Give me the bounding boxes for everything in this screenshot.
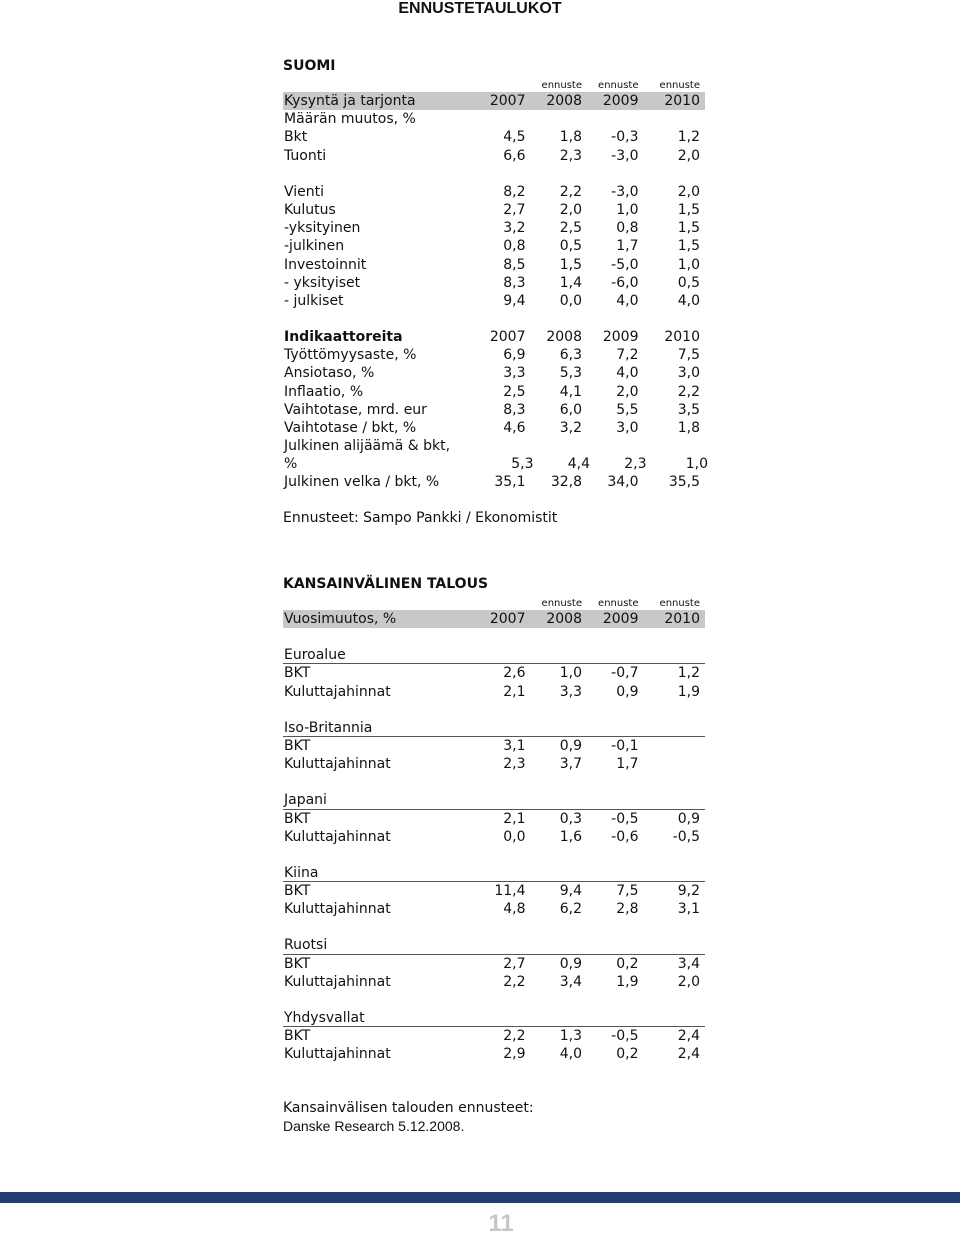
cell-value: 2,3 <box>559 147 582 164</box>
table-header-row <box>283 92 705 110</box>
year-header: 2007 <box>489 329 526 346</box>
indicators-heading: Indikaattoreita <box>284 329 403 346</box>
cell-value: 6,0 <box>559 401 582 418</box>
subheading-row <box>283 110 705 128</box>
cell-value: 2,3 <box>624 456 647 473</box>
row-label: Kuluttajahinnat <box>284 973 391 990</box>
cell-value: 1,0 <box>616 201 639 218</box>
cell-value <box>639 755 706 773</box>
region-name: Japani <box>284 792 327 809</box>
table-row <box>283 346 705 364</box>
cell-value: 3,5 <box>677 401 700 418</box>
row-label: Julkinen velka / bkt, % <box>284 474 440 491</box>
header-label: Kysyntä ja tarjonta <box>284 93 416 109</box>
table-row <box>283 1027 705 1045</box>
cell-value: 2,0 <box>677 183 700 200</box>
cell-value: 2,0 <box>559 201 582 218</box>
cell-value: 1,7 <box>616 238 639 255</box>
table-row <box>283 737 705 755</box>
table-row <box>283 473 705 491</box>
year-header: 2010 <box>664 329 700 346</box>
page-number: 11 <box>488 1210 514 1237</box>
cell-value: 0,8 <box>503 238 526 255</box>
cell-value: 3,1 <box>503 737 526 754</box>
cell-value: 1,4 <box>559 274 582 291</box>
cell-value: 1,7 <box>616 756 639 773</box>
table-row <box>283 183 705 201</box>
table-row <box>283 755 705 773</box>
year-header: 2009 <box>602 329 639 346</box>
table-row <box>283 900 705 918</box>
row-label: BKT <box>284 1028 311 1045</box>
table-row <box>283 256 705 274</box>
year-header: 2010 <box>664 93 700 109</box>
cell-value: -3,0 <box>611 147 639 164</box>
cell-value: 1,0 <box>685 456 708 473</box>
cell-value: 3,2 <box>503 220 526 237</box>
cell-value: 2,2 <box>503 973 526 990</box>
year-header: 2010 <box>664 611 700 627</box>
cell-value: 3,0 <box>677 365 700 382</box>
cell-value: 4,8 <box>503 901 526 918</box>
table-row <box>283 810 705 828</box>
cell-value: 3,7 <box>559 756 582 773</box>
cell-value: -0,6 <box>611 828 639 845</box>
cell-value: 9,4 <box>503 292 526 309</box>
cell-value: 1,2 <box>677 129 700 146</box>
table-row <box>283 274 705 292</box>
cell-value: 2,3 <box>503 756 526 773</box>
international-forecast-table <box>283 575 705 1135</box>
cell-value: -0,5 <box>672 828 700 845</box>
cell-value: -0,7 <box>611 665 639 682</box>
table-row <box>283 437 708 473</box>
cell-value: 3,3 <box>559 683 582 700</box>
region-heading-row <box>283 719 705 737</box>
cell-value: 1,5 <box>677 238 700 255</box>
cell-value: 0,0 <box>559 292 582 309</box>
cell-value: 0,9 <box>616 683 639 700</box>
table-row <box>283 683 705 701</box>
region-name: Ruotsi <box>284 937 328 954</box>
cell-value: 4,0 <box>616 292 639 309</box>
cell-value: 0,2 <box>616 955 639 972</box>
cell-value: 2,6 <box>503 665 526 682</box>
cell-value: 32,8 <box>550 474 582 491</box>
cell-value: 1,8 <box>559 129 582 146</box>
cell-value: 0,9 <box>559 737 582 754</box>
page-title: ENNUSTETAULUKOT <box>398 0 562 17</box>
region-heading-row <box>283 936 705 954</box>
cell-value: 1,0 <box>559 665 582 682</box>
table-row <box>283 401 705 419</box>
header-label: Vuosimuutos, % <box>284 611 397 627</box>
year-header: 2008 <box>546 93 582 109</box>
cell-value: 7,5 <box>677 347 700 364</box>
cell-value: 4,0 <box>559 1046 582 1063</box>
cell-value: 8,5 <box>503 256 526 273</box>
row-label: BKT <box>284 810 311 827</box>
forecast-labels-row <box>283 79 705 92</box>
cell-value: 4,6 <box>503 420 526 436</box>
cell-value: 0,9 <box>677 810 700 827</box>
row-label: Investoinnit <box>284 256 367 273</box>
table-row <box>283 955 705 973</box>
row-label: Kulutus <box>284 201 336 218</box>
year-header: 2008 <box>546 329 582 346</box>
row-label: Bkt <box>284 129 308 146</box>
section-heading: KANSAINVÄLINEN TALOUS <box>283 576 489 592</box>
cell-value: 35,1 <box>494 474 526 491</box>
row-label: Vaihtotase / bkt, % <box>284 420 417 436</box>
year-header: 2007 <box>489 93 526 109</box>
table-row <box>283 664 705 682</box>
cell-value: 2,8 <box>616 901 639 918</box>
year-header: 2008 <box>546 611 582 627</box>
cell-value: 0,5 <box>559 238 582 255</box>
cell-value: 1,8 <box>677 420 700 436</box>
cell-value: 1,0 <box>677 256 700 273</box>
year-header: 2007 <box>489 611 526 627</box>
cell-value: -5,0 <box>611 256 639 273</box>
cell-value: -0,3 <box>611 129 639 146</box>
forecast-label: ennuste <box>541 598 582 609</box>
cell-value: 7,5 <box>616 883 639 900</box>
cell-value: 9,4 <box>559 883 582 900</box>
cell-value: 1,5 <box>677 201 700 218</box>
row-label: Kuluttajahinnat <box>284 683 391 700</box>
row-label: BKT <box>284 665 311 682</box>
cell-value: 5,3 <box>511 456 534 473</box>
cell-value: 0,0 <box>503 828 526 845</box>
cell-value: 0,8 <box>616 220 639 237</box>
cell-value: 0,2 <box>616 1046 639 1063</box>
cell-value: 8,2 <box>503 183 526 200</box>
cell-value: 2,5 <box>559 220 582 237</box>
cell-value: 2,2 <box>677 383 700 400</box>
forecast-label: ennuste <box>659 80 700 91</box>
rows-b <box>283 183 705 310</box>
cell-value: -0,5 <box>611 810 639 827</box>
cell-value: 1,5 <box>677 220 700 237</box>
finland-forecast-table <box>283 57 708 527</box>
forecast-label: ennuste <box>659 598 700 609</box>
cell-value: 1,9 <box>616 973 639 990</box>
row-label: Vaihtotase, mrd. eur <box>284 401 427 418</box>
cell-value: 2,2 <box>559 183 582 200</box>
cell-value: -0,1 <box>611 737 639 754</box>
cell-value: 2,0 <box>616 383 639 400</box>
cell-value: 4,0 <box>616 365 639 382</box>
year-header: 2009 <box>602 93 639 109</box>
cell-value: 6,2 <box>559 901 582 918</box>
source-note: Kansainvälisen talouden ennusteet: <box>283 1099 534 1116</box>
row-label: Ansiotaso, % <box>284 365 375 382</box>
table-row <box>283 828 705 846</box>
row-label: BKT <box>284 737 311 754</box>
cell-value: -3,0 <box>611 183 639 200</box>
cell-value: 4,4 <box>567 456 590 473</box>
cell-value: 4,5 <box>503 129 526 146</box>
row-label: Kuluttajahinnat <box>284 756 391 773</box>
forecast-label: ennuste <box>598 80 639 91</box>
cell-value: 2,7 <box>503 955 526 972</box>
cell-value: 11,4 <box>494 883 526 900</box>
row-label: Työttömyysaste, % <box>284 347 417 364</box>
row-label: Inflaatio, % <box>284 383 364 400</box>
cell-value: 6,3 <box>559 347 582 364</box>
forecast-label: ennuste <box>541 80 582 91</box>
rows-a <box>283 128 705 164</box>
cell-value: 2,4 <box>677 1028 700 1045</box>
indicators-header-row <box>283 328 705 346</box>
region-heading-row <box>283 791 705 809</box>
row-label: -julkinen <box>284 238 345 255</box>
table-row <box>283 364 705 382</box>
region-name: Euroalue <box>284 647 346 664</box>
row-label: BKT <box>284 883 311 900</box>
cell-value: 6,6 <box>503 147 526 164</box>
row-label: - yksityiset <box>284 274 361 291</box>
cell-value: 2,7 <box>503 201 526 218</box>
footer-bar <box>0 1192 960 1203</box>
cell-value: 2,5 <box>503 383 526 400</box>
row-label: Julkinen alijäämä & bkt, % <box>284 438 451 473</box>
cell-value: 5,5 <box>616 401 639 418</box>
cell-value: 2,4 <box>677 1046 700 1063</box>
table-row <box>283 292 705 310</box>
region-heading-row <box>283 646 705 664</box>
cell-value: 2,1 <box>503 810 526 827</box>
row-label: Tuonti <box>284 147 327 164</box>
cell-value: 2,9 <box>503 1046 526 1063</box>
year-header: 2009 <box>602 611 639 627</box>
cell-value: 1,5 <box>559 256 582 273</box>
row-label: Vienti <box>284 183 325 200</box>
cell-value: 4,0 <box>677 292 700 309</box>
cell-value: 3,0 <box>616 420 639 436</box>
table-row <box>283 201 705 219</box>
cell-value: 4,1 <box>559 383 582 400</box>
table-row <box>283 128 705 146</box>
cell-value: 35,5 <box>668 474 700 491</box>
cell-value: 8,3 <box>503 274 526 291</box>
row-label: -yksityinen <box>284 220 361 237</box>
cell-value: 34,0 <box>607 474 639 491</box>
table-row <box>283 147 705 165</box>
cell-value: 6,9 <box>503 347 526 364</box>
table-row <box>283 1045 705 1063</box>
cell-value: 0,5 <box>677 274 700 291</box>
subheading: Määrän muutos, % <box>284 111 416 128</box>
cell-value: -6,0 <box>611 274 639 291</box>
cell-value: 7,2 <box>616 347 639 364</box>
cell-value <box>639 737 706 755</box>
region-name: Kiina <box>284 864 319 881</box>
cell-value: 9,2 <box>677 883 700 900</box>
forecast-label: ennuste <box>598 598 639 609</box>
cell-value: 2,1 <box>503 683 526 700</box>
region-heading-row <box>283 864 705 882</box>
cell-value: 3,2 <box>559 420 582 436</box>
region-name: Iso-Britannia <box>284 719 373 736</box>
row-label: BKT <box>284 955 311 972</box>
table-row <box>283 219 705 237</box>
table-row <box>283 237 705 255</box>
source-note: Ennusteet: Sampo Pankki / Ekonomistit <box>283 510 558 527</box>
row-label: Kuluttajahinnat <box>284 901 391 918</box>
cell-value: 8,3 <box>503 401 526 418</box>
cell-value: 2,2 <box>503 1028 526 1045</box>
cell-value: 1,3 <box>559 1028 582 1045</box>
table-row <box>283 383 705 401</box>
table-row <box>283 882 705 900</box>
cell-value: 1,6 <box>559 828 582 845</box>
forecast-labels-row <box>283 597 705 610</box>
row-label: Kuluttajahinnat <box>284 828 391 845</box>
row-label: - julkiset <box>284 292 344 309</box>
row-label: Kuluttajahinnat <box>284 1046 391 1063</box>
cell-value: 0,9 <box>559 955 582 972</box>
cell-value: 3,3 <box>503 365 526 382</box>
region-name: Yhdysvallat <box>284 1010 365 1026</box>
cell-value: 2,0 <box>677 147 700 164</box>
cell-value: -0,5 <box>611 1028 639 1045</box>
cell-value: 5,3 <box>559 365 582 382</box>
cell-value: 3,4 <box>677 955 700 972</box>
cell-value: 0,3 <box>559 810 582 827</box>
cell-value: 1,9 <box>677 683 700 700</box>
region-heading-row <box>283 1009 705 1027</box>
table-row <box>283 973 705 991</box>
regions-list <box>283 628 705 1063</box>
section-heading: SUOMI <box>283 58 336 74</box>
cell-value: 3,4 <box>559 973 582 990</box>
table-row <box>283 419 705 437</box>
source-note-detail: Danske Research 5.12.2008. <box>283 1117 465 1134</box>
cell-value: 2,0 <box>677 973 700 990</box>
cell-value: 3,1 <box>677 901 700 918</box>
cell-value: 1,2 <box>677 665 700 682</box>
table-header-row <box>283 610 705 628</box>
